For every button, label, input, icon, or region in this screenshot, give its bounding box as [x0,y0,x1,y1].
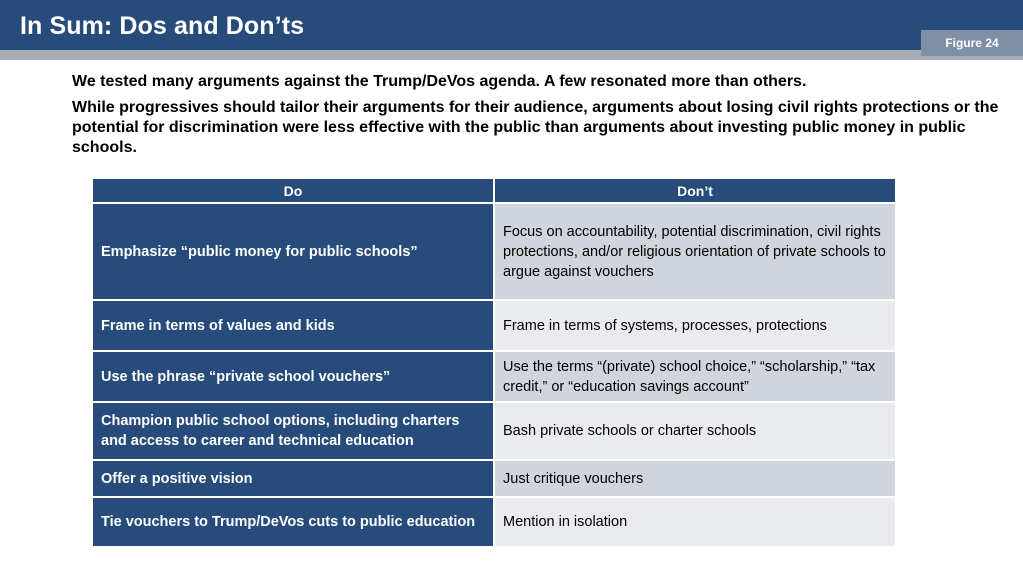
do-cell: Champion public school options, including charters and access to career and technical education [92,402,494,460]
table-header-row [92,178,896,203]
dont-cell: Focus on accountability, potential discrimination, civil rights protections, and/or religious orientation of private schools to argue against vouchers [494,203,896,300]
dont-cell: Bash private schools or charter schools [494,402,896,460]
dont-cell: Mention in isolation [494,497,896,547]
table-row [92,402,896,460]
dont-cell: Use the terms “(private) school choice,” “scholarship,” “tax credit,” or “education savings account” [494,351,896,402]
do-cell: Emphasize “public money for public schools” [92,203,494,300]
table-row [92,351,896,402]
dos-donts-table [92,178,896,547]
do-cell: Frame in terms of values and kids [92,300,494,351]
figure-label: Figure 24 [921,30,1023,56]
table-row [92,203,896,300]
intro-line-1: We tested many arguments against the Trump/DeVos agenda. A few resonated more than others. [72,73,807,90]
do-cell: Offer a positive vision [92,460,494,497]
dont-cell: Frame in terms of systems, processes, protections [494,300,896,351]
table-row [92,460,896,497]
page-title: In Sum: Dos and Don’ts [20,12,305,40]
column-header-do: Do [92,178,494,203]
column-header-dont: Don’t [494,178,896,203]
do-cell: Tie vouchers to Trump/DeVos cuts to public education [92,497,494,547]
dont-cell: Just critique vouchers [494,460,896,497]
intro-line-2: While progressives should tailor their arguments for their audience, arguments about losing civil rights protections or the potential for discrimination were less effective with the public than arguments about investing public money in public schools. [72,99,999,156]
intro-text [72,72,1002,158]
do-cell: Use the phrase “private school vouchers” [92,351,494,402]
table-row [92,497,896,547]
table-row [92,300,896,351]
header-stripe [0,50,1023,60]
